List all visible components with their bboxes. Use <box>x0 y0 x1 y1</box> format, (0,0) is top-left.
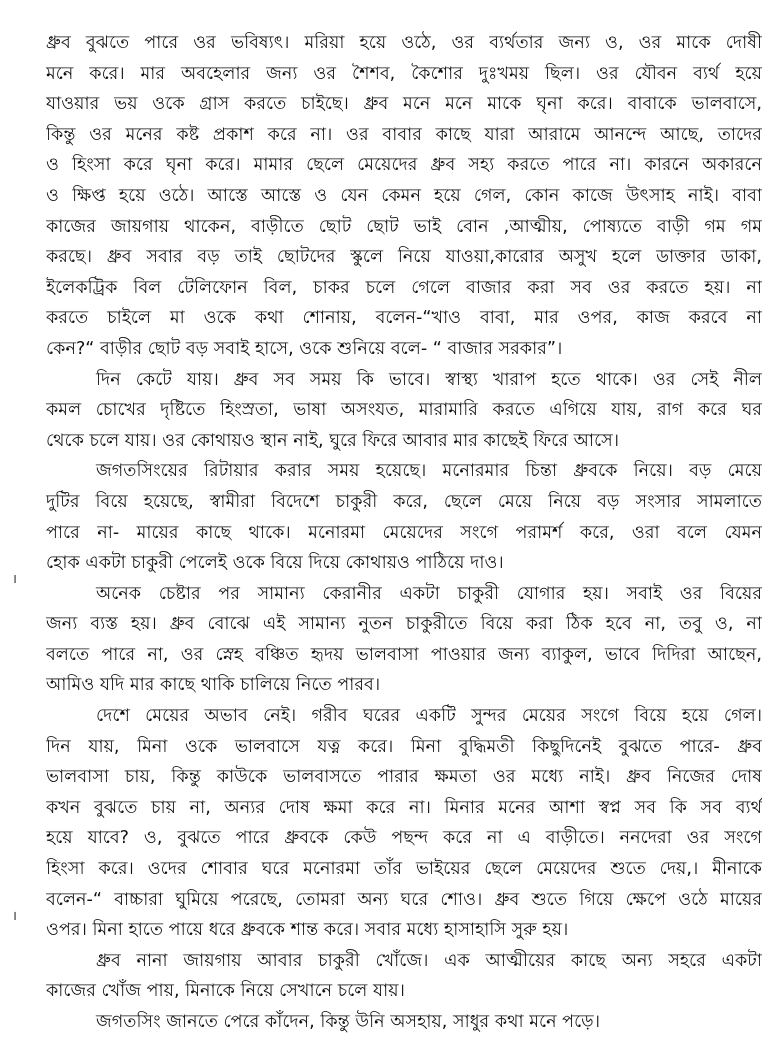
text-line: ধ্রুব নানা জায়গায় আবার চাকুরী খোঁজে। এক আত্মীয়ের কাছে অন্য সহরে একটা <box>96 950 762 971</box>
margin-mark: । <box>12 909 17 924</box>
text-line: হিংসা করে। ওদের শোবার ঘরে মনোরমা তাঁর ভাইয়ের ছেলে মেয়েদের শুতে দেয়,। মীনাকে <box>46 859 762 880</box>
text-line: ও হিংসা করে ঘৃনা করে। মামার ছেলে মেয়েদের ধ্রুব সহ্য করতে পারে না। কারনে অকারনে <box>46 155 762 176</box>
text-line: ভালবাসা চায়, কিন্তু কাউকে ভালবাসতে পারার ক্ষমতা ওর মধ্যে নাই। ধ্রুব নিজের দোষ <box>46 767 762 788</box>
text-line: মনে করে। মার অবহেলার জন্য ওর শৈশব, কৈশোর দুঃখময় ছিল। ওর যৌবন ব্যর্থ হয়ে <box>46 63 762 84</box>
text-line: বলেন-“ বাচ্চারা ঘুমিয়ে পরেছে, তোমরা অন্য ঘরে শোও। ধ্রুব শুতে গিয়ে ক্ষেপে ওঠে মায়ের <box>46 889 762 910</box>
text-line: আমিও যদি মার কাছে থাকি চালিয়ে নিতে পারব। <box>46 675 381 696</box>
text-line: কাজের খোঁজ পায়, মিনাকে নিয়ে সেখানে চলে যায়। <box>46 981 405 1002</box>
text-line: দুটির বিয়ে হয়েছে, স্বামীরা বিদেশে চাকুরী করে, ছেলে মেয়ে নিয়ে বড় সংসার সামলাতে <box>46 491 762 512</box>
text-line: করতে চাইলে মা ওকে কথা শোনায়, বলেন-“খাও বাবা, মার ওপর, কাজ করবে না <box>46 308 762 329</box>
text-line: ধ্রুব বুঝতে পারে ওর ভবিষ্যৎ। মরিয়া হয়ে ওঠে, ওর ব্যর্থতার জন্য ও, ওর মাকে দোষী <box>46 33 762 53</box>
text-line: জগতসিং জানতে পেরে কাঁদেন, কিন্তু উনি অসহায়, সাধুর কথা মনে পড়ে। <box>96 1012 601 1032</box>
text-line: কিন্তু ওর মনের কষ্ট প্রকাশ করে না। ওর বাবার কাছে যারা আরামে আনন্দে আছে, তাদের <box>46 124 762 145</box>
text-line: কাজের জায়গায় থাকেন, বাড়ীতে ছোট ছোট ভাই বোন ,আত্মীয়, পোষ্যতে বাড়ী গম গম <box>46 216 762 237</box>
text-line: হোক একটা চাকুরী পেলেই ওকে বিয়ে দিয়ে কোথায়ও পাঠিয়ে দাও। <box>46 553 504 574</box>
text-line: জগতসিংয়ের রিটায়ার করার সময় হয়েছে। মনোরমার চিন্তা ধ্রুবকে নিয়ে। বড় মেয়ে <box>96 461 762 482</box>
text-line: পারে না- মায়ের কাছে থাকে। মনোরমা মেয়েদের সংগে পরামর্শ করে, ওরা বলে যেমন <box>46 522 762 543</box>
text-line: জন্য ব্যস্ত হয়। ধ্রুব বোঝে এই সামান্য নুতন চাকুরীতে বিয়ে করা ঠিক হবে না, তবু ও, না <box>46 614 762 635</box>
text-line: যাওয়ার ভয় ওকে গ্রাস করতে চাইছে। ধ্রুব মনে মনে মাকে ঘৃনা করে। বাবাকে ভালবাসে, <box>46 94 762 115</box>
margin-mark: । <box>12 572 17 587</box>
text-line: ইলেকট্রিক বিল টেলিফোন বিল, চাকর চলে গেলে বাজার করা সব ওর করতে হয়। না <box>46 277 762 298</box>
text-line: কেন?“ বাড়ীর ছোট বড় সবাই হাসে, ওকে শুনিয়ে বলে- “ বাজার সরকার”। <box>46 338 563 359</box>
text-line: থেকে চলে যায়। ওর কোথায়ও স্থান নাই, ঘুরে ফিরে আবার মার কাছেই ফিরে আসে। <box>46 430 620 451</box>
document-page <box>46 28 762 1038</box>
text-line: ওপর। মিনা হাতে পায়ে ধরে ধ্রুবকে শান্ত করে। সবার মধ্যে হাসাহাসি সুরু হয়। <box>46 920 569 941</box>
text-line: দেশে মেয়ের অভাব নেই। গরীব ঘরের একটি সুন্দর মেয়ের সংগে বিয়ে হয়ে গেল। <box>96 706 762 727</box>
text-line: কখন বুঝতে চায় না, অন্যর দোষ ক্ষমা করে না। মিনার মনের আশা স্বপ্ন সব কি সব ব্যর্থ <box>46 797 762 818</box>
text-line: দিন যায়, মিনা ওকে ভালবাসে যত্ন করে। মিনা বুদ্ধিমতী কিছুদিনেই বুঝতে পারে- ধ্রুব <box>46 736 762 757</box>
text-line: হয়ে যাবে? ও, বুঝতে পারে ধ্রুবকে কেউ পছন্দ করে না এ বাড়ীতে। ননদেরা ওর সংগে <box>46 828 762 849</box>
text-line: অনেক চেষ্টার পর সামান্য কেরানীর একটা চাকুরী যোগার হয়। সবাই ওর বিয়ের <box>96 583 762 604</box>
text-line: দিন কেটে যায়। ধ্রুব সব সময় কি ভাবে। স্বাস্থ্য খারাপ হতে থাকে। ওর সেই নীল <box>96 369 762 390</box>
text-line: ও ক্ষিপ্ত হয়ে ওঠে। আস্তে আস্তে ও যেন কেমন হয়ে গেল, কোন কাজে উৎসাহ নাই। বাবা <box>46 185 762 206</box>
text-line: করছে। ধ্রুব সবার বড় তাই ছোটদের স্কুলে নিয়ে যাওয়া,কারোর অসুখ হলে ডাক্তার ডাকা, <box>46 247 762 268</box>
text-line: বলতে পারে না, ওর স্নেহ বঞ্চিত হৃদয় ভালবাসা পাওয়ার জন্য ব্যাকুল, ভাবে দিদিরা আছেন, <box>46 644 762 665</box>
text-line: কমল চোখের দৃষ্টিতে হিংস্রতা, ভাষা অসংযত, মারামারি করতে এগিয়ে যায়, রাগ করে ঘর <box>46 400 762 421</box>
